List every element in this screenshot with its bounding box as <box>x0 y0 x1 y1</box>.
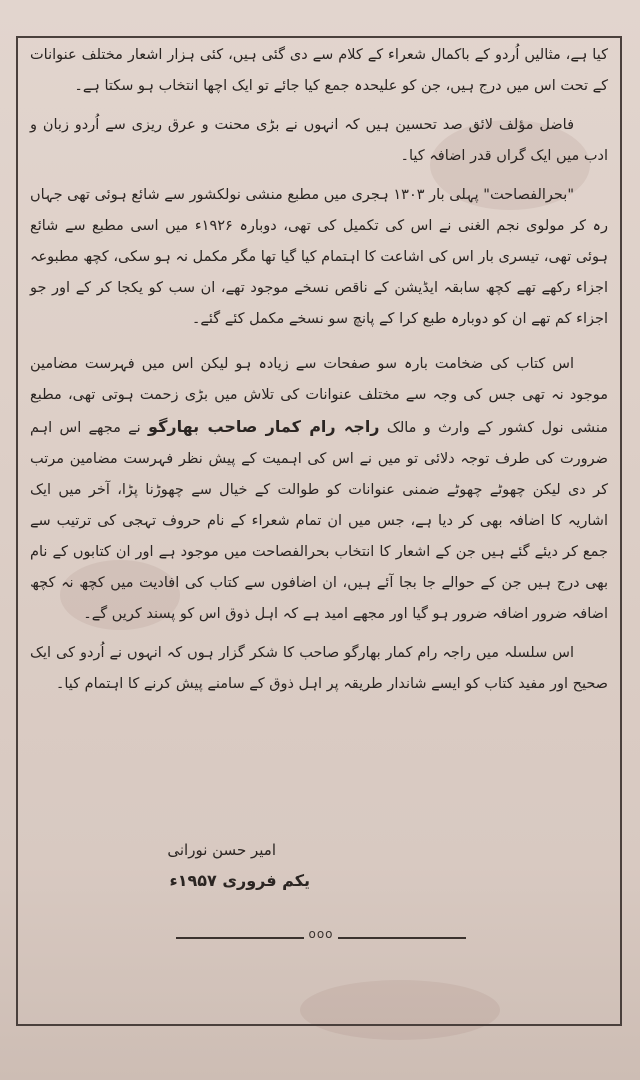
signature-block <box>40 836 310 898</box>
signature-date: یکم فروری ۱۹۵۷ء <box>169 871 310 890</box>
paragraph-5: اس سلسلہ میں راجہ رام کمار بھارگو صاحب کا شکر گزار ہوں کہ انہوں نے اُردو کی ایک صحیح اور مفید کتاب کو ایسے شاندار طریقہ پر اہل ذوق کے سامنے پیش کرنے کا اہتمام کیا۔ <box>30 645 608 692</box>
paragraph-1: کیا ہے، مثالیں اُردو کے باکمال شعراء کے کلام سے دی گئی ہیں، کئی ہزار اشعار مختلف عنوانات کے تحت اس میں درج ہیں، جن کو علیحدہ جمع کیا جائے تو ایک اچھا انتخاب ہو سکتا ہے۔ <box>30 47 608 94</box>
body-text <box>30 40 608 708</box>
ornament-line-right <box>338 937 466 939</box>
closing-ornament <box>176 927 466 946</box>
paragraph-4-text-after: نے مجھے اس اہم ضرورت کی طرف توجہ دلائی تو میں نے اس کی اہمیت کے پیش نظر فہرست مضامین مرتب کر دی لیکن چھوٹے چھوٹے ضمنی عنوانات کو طوالت کے خیال سے چھوڑنا پڑا، آخر میں ایک اشاریہ کا اضافہ بھی کر دیا ہے، جس میں ان تمام شعراء کے نام حروف تہجی کی ترتیب سے جمع کر دیئے گئے ہیں جن کے اشعار کا انتخاب بحرالفصاحت میں موجود ہے اور ان کتابوں کے نام بھی درج ہیں جن کے حوالے جا بجا آئے ہیں، ان اضافوں سے کتاب کی افادیت میں کچھ نہ کچھ اضافہ ضرور اضافہ ضرور ہو گیا اور مجھے امید ہے کہ اہل ذوق اس کو پسند کریں گے۔ <box>30 420 608 622</box>
paragraph-4-emphasis-name: راجہ رام کمار صاحب بھارگو <box>148 417 380 436</box>
paragraph-3: "بحرالفصاحت" پہلی بار ۱۳۰۳ ہجری میں مطبع منشی نولکشور سے شائع ہوئی تھی جہاں رہ کر مولوی نجم الغنی نے اس کی تکمیل کی تھی، دوبارہ ۱۹۲۶ء میں اسی مطبع سے شائع ہوئی تھی، تیسری بار اس کی اشاعت کا اہتمام کیا گیا تھا مگر مکمل نہ ہو سکی، کچھ مطبوعہ اجزاء رکھے تھے کچھ سابقہ ایڈیشن کے ناقص نسخے موجود تھے، ان سب کو یکجا کر کے اور جو اجزاء کم تھے ان کو دوبارہ طبع کرا کے پانچ سو نسخے مکمل کئے گئے۔ <box>30 187 609 327</box>
ornament-center-mark: ooo <box>308 927 334 941</box>
paragraph-2: فاضل مؤلف لائق صد تحسین ہیں کہ انہوں نے بڑی محنت و عرق ریزی سے اُردو زبان و ادب میں ایک گراں قدر اضافہ کیا۔ <box>30 117 608 164</box>
paragraph-4-text-before: اس کتاب کی ضخامت بارہ سو صفحات سے زیادہ ہو لیکن اس میں فہرست مضامین موجود نہ تھی جس کی وجہ سے مختلف عنوانات کی تلاش میں بڑی زحمت ہوتی تھی، مطبع منشی نول کشور کے وارث و مالک <box>30 356 608 436</box>
paragraph-4 <box>30 349 608 630</box>
signature-name: امیر حسن نورانی <box>167 841 276 859</box>
ornament-line-left <box>176 937 304 939</box>
